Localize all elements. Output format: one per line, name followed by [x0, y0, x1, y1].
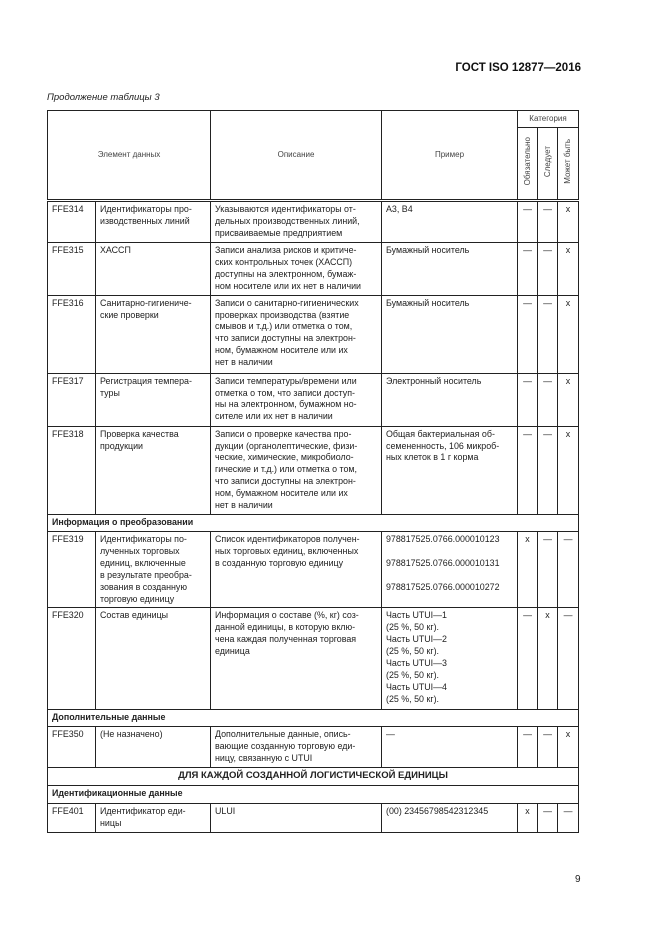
element-code: FFE316 [48, 295, 96, 373]
element-name: Идентификаторы про- изводственных линий [96, 201, 211, 243]
element-name: Регистрация темпера- туры [96, 373, 211, 426]
category-should: — [538, 727, 558, 768]
header-element: Элемент данных [48, 111, 211, 201]
category-may: — [558, 531, 579, 607]
category-mandatory: x [518, 804, 538, 833]
element-example: Бумажный носитель [382, 243, 518, 296]
category-mandatory: — [518, 426, 538, 514]
category-mandatory: — [518, 608, 538, 710]
element-example: — [382, 727, 518, 768]
element-example: 978817525.0766.000010123 978817525.0766.000010131 978817525.0766.000010272 [382, 531, 518, 607]
category-may: x [558, 727, 579, 768]
element-example: Общая бактериальная об- семененность, 106 микроб- ных клеток в 1 г корма [382, 426, 518, 514]
element-code: FFE317 [48, 373, 96, 426]
element-description: Список идентификаторов получен- ных торговых единиц, включенных в созданную торговую единицу [211, 531, 382, 607]
header-category: Категория [518, 111, 579, 128]
element-example: Электронный носитель [382, 373, 518, 426]
category-should: — [538, 531, 558, 607]
element-description: Записи температуры/времени или отметка о том, что записи доступ- ны на электронном, бумажном но- сителе или их нет в наличии [211, 373, 382, 426]
element-description: Записи о санитарно-гигиенических проверках производства (взятие смывов и т.д.) или отметка о том, что записи доступны на электрон- ном, бумажном носителе или их нет в наличии [211, 295, 382, 373]
element-name: Проверка качества продукции [96, 426, 211, 514]
element-code: FFE320 [48, 608, 96, 710]
category-may: x [558, 426, 579, 514]
category-mandatory: — [518, 243, 538, 296]
table-continuation-caption: Продолжение таблицы 3 [47, 92, 160, 103]
table-row [48, 373, 579, 426]
table-row [48, 804, 579, 833]
table-row [48, 201, 579, 243]
element-description: Информация о составе (%, кг) соз- данной единицы, в которую вклю- чена каждая полученная торговая единица [211, 608, 382, 710]
category-mandatory: — [518, 201, 538, 243]
element-example: (00) 23456798542312345 [382, 804, 518, 833]
category-may: x [558, 201, 579, 243]
category-mandatory: — [518, 373, 538, 426]
table-row [48, 295, 579, 373]
header-should: Следует [542, 145, 552, 178]
category-may: x [558, 243, 579, 296]
category-should: — [538, 426, 558, 514]
table-row [48, 243, 579, 296]
header-mandatory: Обязательно [522, 137, 532, 186]
element-name: Санитарно-гигиениче- ские проверки [96, 295, 211, 373]
element-name: Идентификатор еди- ницы [96, 804, 211, 833]
category-mandatory: — [518, 727, 538, 768]
table-row [48, 426, 579, 514]
big-heading: ДЛЯ КАЖДОЙ СОЗДАННОЙ ЛОГИСТИЧЕСКОЙ ЕДИНИЦЫ [48, 768, 579, 786]
element-name: ХАССП [96, 243, 211, 296]
category-should: — [538, 201, 558, 243]
standard-header: ГОСТ ISO 12877—2016 [455, 62, 581, 74]
element-code: FFE318 [48, 426, 96, 514]
category-should: x [538, 608, 558, 710]
section-transform: Информация о преобразовании [48, 514, 579, 531]
element-description: ULUI [211, 804, 382, 833]
element-description: Записи анализа рисков и критиче- ских контрольных точек (ХАССП) доступны на электронном, бумаж- ном носителе или их нет в наличии [211, 243, 382, 296]
table-row [48, 531, 579, 607]
element-code: FFE314 [48, 201, 96, 243]
category-should: — [538, 295, 558, 373]
category-may: x [558, 295, 579, 373]
element-name: (Не назначено) [96, 727, 211, 768]
element-example: А3, В4 [382, 201, 518, 243]
element-description: Указываются идентификаторы от- дельных производственных линий, присваиваемые предприятием [211, 201, 382, 243]
header-example: Пример [382, 111, 518, 201]
element-description: Дополнительные данные, опись- вающие созданную торговую еди- ницу, связанную с UTUI [211, 727, 382, 768]
element-code: FFE319 [48, 531, 96, 607]
category-should: — [538, 373, 558, 426]
data-elements-table [47, 110, 579, 833]
section-ident: Идентификационные данные [48, 786, 579, 804]
category-mandatory: — [518, 295, 538, 373]
table-row [48, 608, 579, 710]
table-row [48, 727, 579, 768]
element-description: Записи о проверке качества про- дукции (органолептические, физи- ческие, химические, микробиоло- гические и т.д.) или отметка о том, что записи доступны на электрон- ном, бумажном носителе или их нет в наличии [211, 426, 382, 514]
category-should: — [538, 804, 558, 833]
header-description: Описание [211, 111, 382, 201]
element-example: Часть UTUI—1 (25 %, 50 кг). Часть UTUI—2 (25 %, 50 кг). Часть UTUI—3 (25 %, 50 кг). Часть UTUI—4 (25 %, 50 кг). [382, 608, 518, 710]
section-additional: Дополнительные данные [48, 710, 579, 727]
element-code: FFE315 [48, 243, 96, 296]
element-example: Бумажный носитель [382, 295, 518, 373]
category-mandatory: x [518, 531, 538, 607]
element-name: Состав единицы [96, 608, 211, 710]
category-may: — [558, 608, 579, 710]
element-name: Идентификаторы по- лученных торговых единиц, включенные в результате преобра- зования в созданную торговую единицу [96, 531, 211, 607]
element-code: FFE401 [48, 804, 96, 833]
header-may: Может быть [563, 139, 573, 184]
category-should: — [538, 243, 558, 296]
page-number: 9 [575, 874, 581, 885]
category-may: — [558, 804, 579, 833]
category-may: x [558, 373, 579, 426]
element-code: FFE350 [48, 727, 96, 768]
